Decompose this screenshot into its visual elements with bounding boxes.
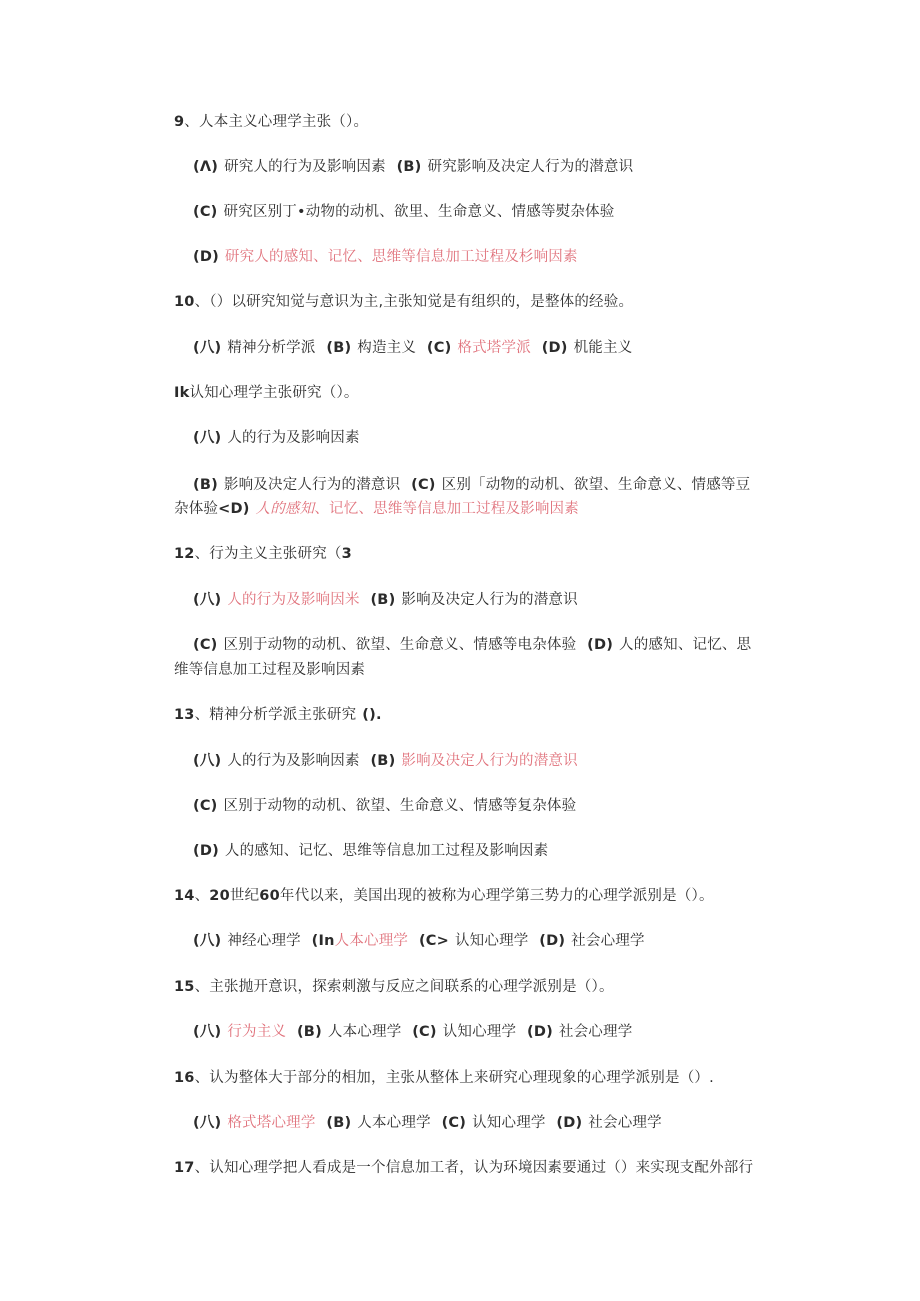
q16-options: [193, 1112, 662, 1134]
option-c-tag: (C): [193, 637, 218, 653]
option-c-tag: (C>: [418, 933, 449, 949]
option-b-tag: (B): [326, 1115, 352, 1131]
question-stem: 、认知心理学把人看成是一个信息加工者，认为环境因素要通过（）来实现支配外部行: [194, 1160, 754, 1176]
option-b-tag: (B): [370, 592, 396, 608]
question-13: [174, 704, 382, 726]
option-d-tag: (D): [556, 1115, 583, 1131]
option-d-text: 社会心理学: [571, 933, 645, 949]
option-d-tag: (D): [527, 1024, 553, 1040]
q13-option-c: [193, 795, 576, 817]
option-a-tag: (八): [193, 1115, 222, 1131]
question-number: 13: [174, 707, 195, 723]
option-b-tag: (B): [326, 340, 352, 356]
question-number: 17: [174, 1160, 195, 1176]
q11-options-bc: [193, 474, 750, 496]
option-b-answer: 人本心理学: [334, 933, 409, 949]
option-c-text: 区别于动物的动机、欲望、生命意义、情感等复杂体验: [223, 798, 577, 814]
q12-options-ab: [193, 589, 578, 611]
option-a-tag: (八): [193, 753, 222, 769]
question-number: 12: [174, 546, 195, 562]
option-a-text: 神经心理学: [227, 933, 301, 949]
question-number: 9: [174, 114, 185, 130]
question-stem: 、主张抛开意识，探索刺激与反应之间联系的心理学派别是（）。: [194, 979, 614, 995]
option-c-text-cont: 杂体验: [174, 501, 219, 517]
question-12: [174, 543, 352, 565]
q9-options-ab: [193, 156, 633, 178]
option-d-text: 机能主义: [573, 340, 633, 356]
question-14: [174, 885, 714, 907]
option-c-text: 认知心理学: [442, 1024, 517, 1040]
option-d-answer-italic: 人的感知: [255, 501, 315, 517]
question-stem-part: 世纪: [229, 888, 260, 904]
option-d-text: 社会心理学: [588, 1115, 662, 1131]
option-b-tag: (In: [311, 933, 335, 949]
option-b-text: 研究影响及决定人行为的潜意识: [427, 159, 634, 175]
option-d-text: 人的感知、记忆、思维等信息加工过程及影响因素: [224, 843, 549, 859]
option-b-text: 构造主义: [357, 340, 417, 356]
question-stem: 、行为主义主张研究（: [194, 546, 342, 562]
question-number: Ik: [174, 385, 190, 401]
option-b-text: 影响及决定人行为的潜意识: [401, 592, 578, 608]
option-a-text: 人的行为及影响因素: [227, 753, 360, 769]
option-b-text: 影响及决定人行为的潜意识: [223, 477, 401, 493]
option-c-tag: (C): [441, 1115, 467, 1131]
option-a-text: 精神分析学派: [227, 340, 316, 356]
option-c-text: 认知心理学: [472, 1115, 546, 1131]
q13-option-d: [193, 840, 548, 862]
option-a-tag: (八): [193, 592, 222, 608]
question-stem: 认知心理学主张研究（）。: [189, 385, 359, 401]
question-15: [174, 976, 614, 998]
option-a-tag: (八): [193, 1024, 222, 1040]
question-stem: 、精神分析学派主张研究: [194, 707, 357, 723]
q12-options-cd: [193, 634, 751, 656]
option-c-text: 区别「动物的动机、欲望、生命意义、情感等豆: [441, 477, 751, 493]
option-b-tag: (B): [193, 477, 218, 493]
q12-option-d-cont: [174, 659, 365, 681]
option-a-answer: 格式塔心理学: [227, 1115, 316, 1131]
question-9: [174, 111, 368, 133]
option-a-text: 人的行为及影响因素: [227, 430, 360, 446]
option-a-answer: 行为主义: [227, 1024, 287, 1040]
option-b-answer: 影响及决定人行为的潜意识: [401, 753, 578, 769]
question-stem-part: 、: [194, 888, 210, 904]
q15-options: [193, 1021, 632, 1043]
option-d-tag: (D): [587, 637, 614, 653]
option-c-tag: (C): [193, 204, 218, 220]
question-stem-part: 年代以来，美国出现的被称为心理学第三势力的心理学派别是（）。: [279, 888, 714, 904]
option-c-text: 认知心理学: [454, 933, 529, 949]
option-d-text: 社会心理学: [558, 1024, 633, 1040]
question-stem-end: 3: [341, 546, 352, 562]
option-b-tag: (B): [370, 753, 396, 769]
option-c-answer: 格式塔学派: [457, 340, 531, 356]
option-c-tag: (C): [426, 340, 452, 356]
question-number: 14: [174, 888, 195, 904]
question-number: 16: [174, 1070, 195, 1086]
option-d-text-cont: 维等信息加工过程及影响因素: [174, 662, 366, 678]
option-b-text: 人本心理学: [357, 1115, 431, 1131]
option-d-tag: (D): [193, 249, 219, 265]
question-stem: 、（）以研究知觉与意识为主,主张知觉是有组织的，是整体的经验。: [194, 294, 634, 310]
option-a-tag: (八): [193, 933, 222, 949]
option-d-tag: <D): [218, 501, 250, 517]
q9-option-d: [193, 246, 578, 268]
q13-options-ab: [193, 750, 578, 772]
q9-option-c: [193, 201, 614, 223]
option-d-text: 人的感知、记忆、思: [619, 637, 752, 653]
option-b-tag: (B): [296, 1024, 322, 1040]
option-d-tag: (D): [539, 933, 566, 949]
option-b-tag: (B): [396, 159, 422, 175]
option-a-answer: 人的行为及影响因米: [227, 592, 360, 608]
option-a-tag: (八): [193, 430, 222, 446]
question-stem: 、人本主义心理学主张（）。: [184, 114, 369, 130]
option-d-answer: 研究人的感知、记忆、思维等信息加工过程及杉响因素: [224, 249, 578, 265]
option-d-tag: (D): [541, 340, 568, 356]
question-number: 15: [174, 979, 195, 995]
option-c-tag: (C): [411, 477, 436, 493]
option-d-tag: (D): [193, 843, 219, 859]
option-c-tag: (C): [412, 1024, 437, 1040]
q14-options: [193, 930, 645, 952]
option-a-tag: (Λ): [193, 159, 219, 175]
question-stem-number: 60: [259, 888, 280, 904]
q11-option-a: [193, 427, 360, 449]
option-d-answer: 、记忆、思维等信息加工过程及影响因素: [314, 501, 579, 517]
option-b-text: 人本心理学: [327, 1024, 402, 1040]
question-16: [174, 1067, 714, 1089]
question-stem-end: ().: [362, 707, 382, 723]
question-stem: 、认为整体大于部分的相加，主张从整体上来研究心理现象的心理学派别是（）.: [194, 1070, 714, 1086]
q11-options-cd-cont: [174, 498, 579, 520]
question-stem-number: 20: [209, 888, 230, 904]
question-11: [174, 382, 359, 404]
option-a-tag: (八): [193, 340, 222, 356]
question-10: [174, 291, 633, 313]
option-a-text: 研究人的行为及影响因素: [224, 159, 386, 175]
q10-options: [193, 337, 632, 359]
option-c-text: 区别于动物的动机、欲望、生命意义、情感等电杂体验: [223, 637, 577, 653]
question-number: 10: [174, 294, 195, 310]
option-c-tag: (C): [193, 798, 218, 814]
question-17: [174, 1157, 753, 1179]
option-c-text: 研究区别丁•动物的动机、欲里、生命意义、情感等熨杂体验: [223, 204, 615, 220]
